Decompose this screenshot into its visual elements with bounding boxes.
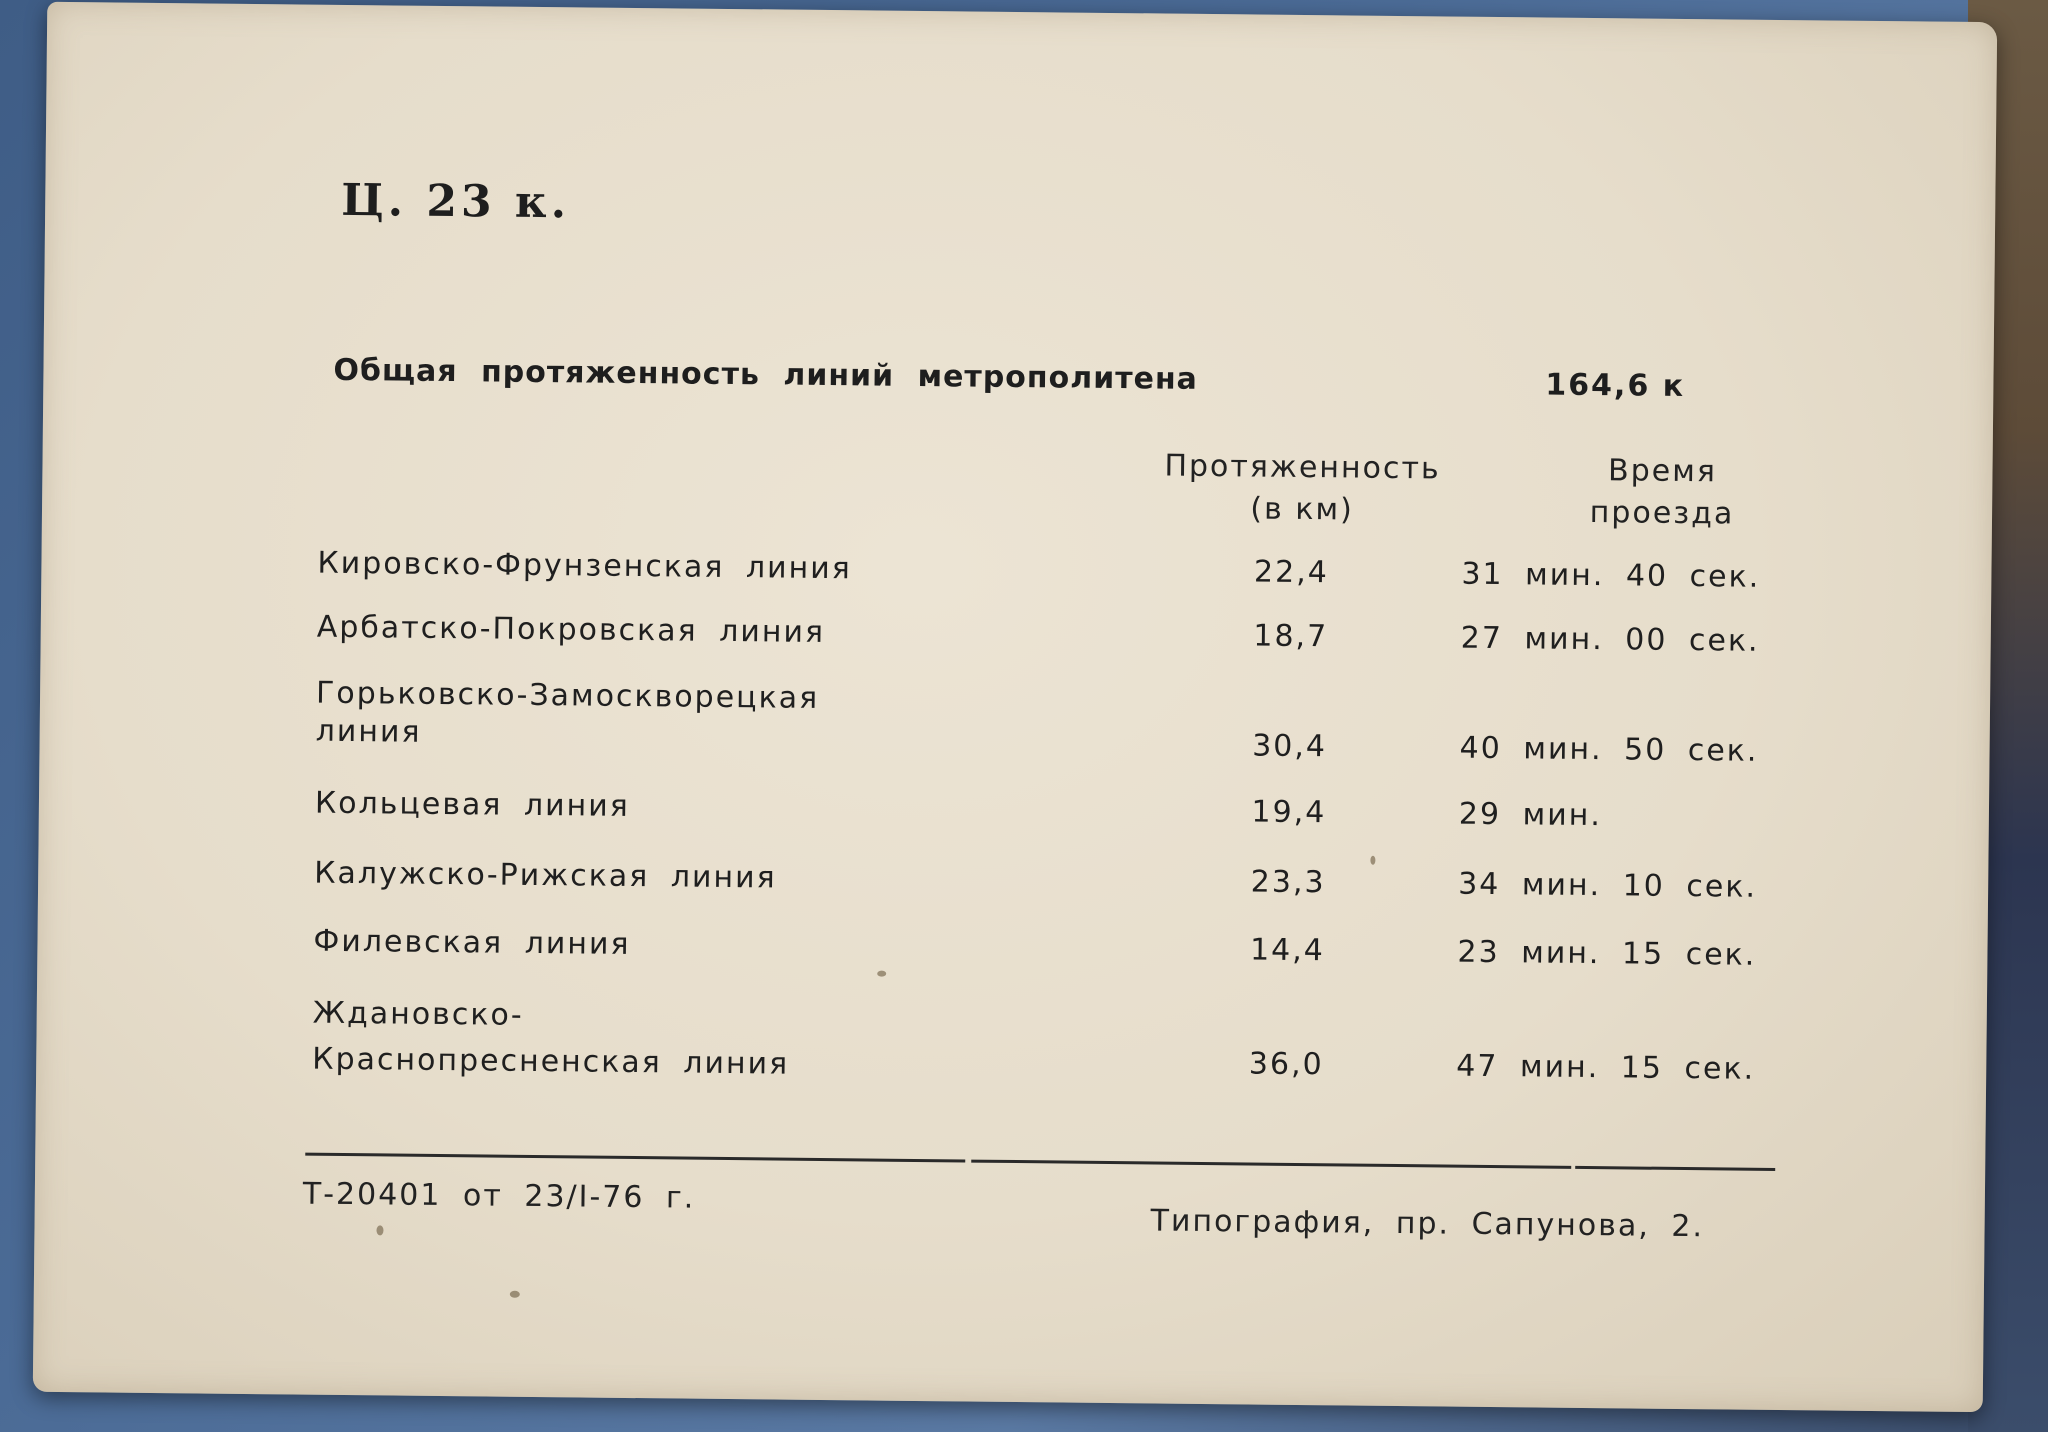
table-row [37,988,1987,1087]
print-order-number: Т-20401 от 23/I-76 г. [302,1176,696,1216]
line-length: 14,4 [1249,932,1326,969]
footer-divider [1575,1166,1775,1171]
line-travel-time: 27 мин. 00 сек. [1460,620,1760,659]
stain-speck [877,971,886,977]
line-travel-time: 31 мин. 40 сек. [1461,556,1761,595]
table-row [39,782,1989,834]
stain-speck [376,1225,383,1235]
line-name: Горьковско-Замосквoрецкая линия [315,675,820,750]
line-length: 30,4 [1252,728,1328,765]
stain-speck [1370,856,1375,865]
table-row [42,542,1992,595]
line-name: Кольцевая линия [314,785,630,824]
column-header-time-title: Время [1607,453,1718,490]
footer-divider [305,1153,965,1163]
line-travel-time: 40 мин. 50 сек. [1459,730,1759,769]
line-length: 23,3 [1250,864,1326,901]
column-header-length-unit: (в км) [1250,491,1354,528]
line-length: 36,0 [1248,1046,1324,1083]
line-length: 19,4 [1251,794,1327,831]
table-row [38,920,1988,973]
price-label: Ц. 23 к. [341,174,571,229]
line-name: Арбатско-Покровская линия [316,609,826,651]
line-name: Кировско-Фрунзенская линия [317,545,852,587]
line-length: 22,4 [1253,554,1329,591]
column-header-time [1522,449,1803,536]
line-travel-time: 47 мин. 15 сек. [1456,1048,1756,1087]
metro-info-card [33,2,1997,1412]
column-header-length-title: Протяженность [1164,448,1441,487]
line-name: Филевская линия [313,923,631,962]
stain-speck [510,1291,520,1298]
line-name: Ждановско-Краснопресненская линия [312,995,790,1082]
footer-divider [971,1160,1571,1169]
table-row [40,672,1990,769]
total-length-heading: Общая протяженность линий метрополитена [333,352,1199,397]
table-row [38,852,1988,905]
line-name: Калужско-Рижская линия [314,855,777,896]
printer-address: Типография, пр. Сапунова, 2. [1150,1203,1705,1245]
line-length: 18,7 [1253,618,1329,655]
line-travel-time: 23 мин. 15 сек. [1457,934,1757,973]
line-travel-time: 29 мин. [1458,796,1603,834]
line-travel-time: 34 мин. 10 сек. [1457,866,1758,905]
total-length-value: 164,6 к [1545,367,1686,404]
column-header-time-subtitle: проезда [1589,495,1735,532]
column-header-length [1122,445,1483,533]
table-row [41,606,1991,659]
